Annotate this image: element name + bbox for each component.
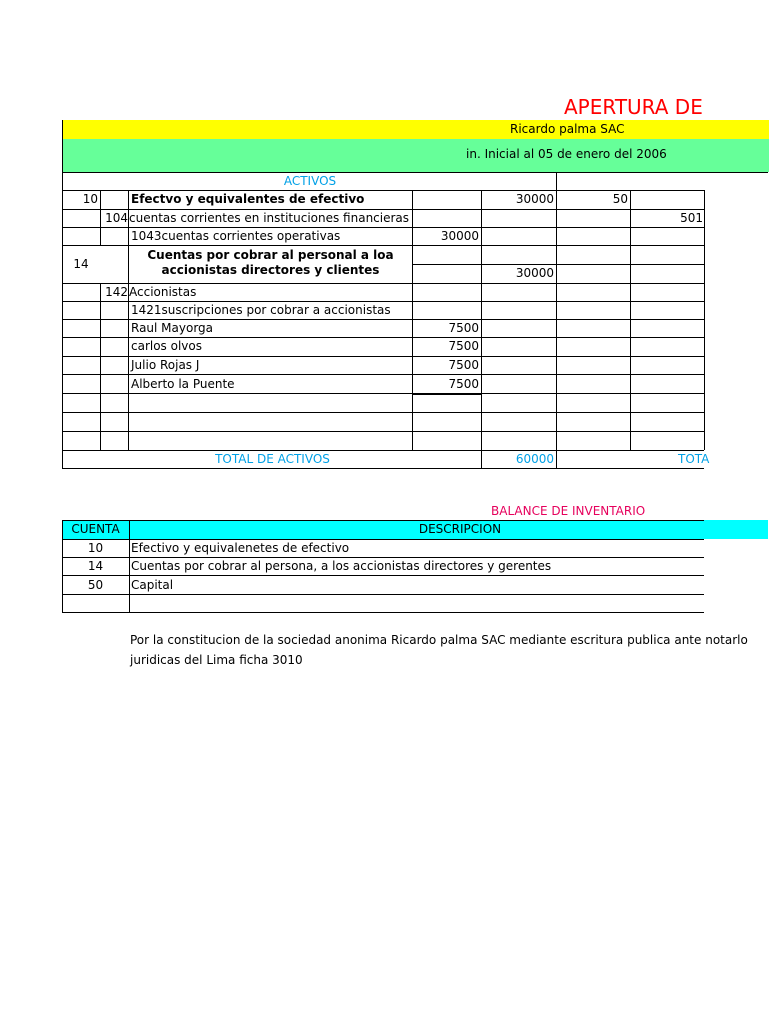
inventory-code[interactable]: 50 — [87, 578, 104, 592]
grid-line — [62, 172, 768, 173]
grid-line — [128, 190, 129, 450]
account-code[interactable]: 10 — [82, 192, 98, 206]
grid-line — [62, 450, 704, 451]
shareholder-name[interactable]: Raul Mayorga — [131, 321, 214, 335]
grid-line-thick — [412, 393, 481, 395]
grid-line — [62, 393, 704, 394]
total-clipped-label[interactable]: TOTA — [678, 452, 710, 466]
shareholder-name[interactable]: Alberto la Puente — [131, 377, 235, 391]
amount-cell[interactable]: 30000 — [440, 229, 479, 243]
total-assets-label[interactable]: TOTAL DE ACTIVOS — [215, 452, 330, 466]
inventory-description[interactable]: Efectivo y equivalenetes de efectivo — [131, 541, 350, 555]
account-description[interactable]: Accionistas — [129, 285, 197, 299]
account-description[interactable]: 1043cuentas corrientes operativas — [131, 229, 341, 243]
amount-cell[interactable]: 7500 — [448, 358, 479, 372]
grid-line — [556, 172, 557, 468]
grid-line — [62, 374, 704, 375]
account-description[interactable]: 1421suscripciones por cobrar a accionistas — [131, 303, 391, 317]
grid-line — [129, 520, 130, 613]
account-code[interactable]: 50 — [612, 192, 628, 206]
account-code[interactable]: 501 — [680, 211, 703, 225]
inventory-code[interactable]: 10 — [87, 541, 104, 555]
account-description[interactable]: Cuentas por cobrar al personal a loa accionistas directores y clientes — [147, 248, 394, 277]
account-code[interactable]: 14 — [73, 257, 89, 271]
grid-line — [704, 190, 705, 450]
grid-line — [62, 594, 704, 595]
column-header-cuenta[interactable]: CUENTA — [71, 522, 120, 536]
subaccount-code[interactable]: 142 — [105, 285, 128, 299]
grid-line — [412, 264, 704, 265]
grid-line — [630, 190, 631, 450]
period-label[interactable]: in. Inicial al 05 de enero del 2006 — [466, 147, 667, 161]
assets-header[interactable]: ACTIVOS — [283, 174, 337, 188]
sheet-title: APERTURA DE — [564, 95, 703, 119]
note-line-1[interactable]: Por la constitucion de la sociedad anonima Ricardo palma SAC mediante escritura publica ante notarlo — [130, 633, 748, 647]
account-description[interactable]: cuentas corrientes en instituciones financieras — [129, 211, 410, 225]
grid-line — [62, 120, 63, 469]
inventory-title[interactable]: BALANCE DE INVENTARIO — [491, 504, 646, 518]
grid-line — [62, 468, 704, 469]
grid-line — [100, 283, 101, 450]
inventory-description[interactable]: Cuentas por cobrar al persona, a los accionistas directores y gerentes — [131, 559, 552, 573]
note-line-2[interactable]: juridicas del Lima ficha 3010 — [130, 653, 303, 667]
subaccount-code[interactable]: 104 — [105, 211, 128, 225]
grid-line — [62, 431, 704, 432]
grid-line — [62, 245, 704, 246]
account-description[interactable]: Efectvo y equivalentes de efectivo — [131, 192, 365, 206]
company-band — [62, 120, 769, 139]
grid-line — [62, 412, 704, 413]
amount-cell[interactable]: 30000 — [515, 266, 554, 280]
inventory-code[interactable]: 14 — [87, 559, 104, 573]
grid-line — [62, 612, 704, 613]
grid-line — [62, 520, 704, 521]
amount-cell[interactable]: 7500 — [448, 321, 479, 335]
shareholder-name[interactable]: carlos olvos — [131, 339, 202, 353]
amount-cell[interactable]: 7500 — [448, 377, 479, 391]
grid-line — [481, 190, 482, 468]
column-header-descripcion[interactable]: DESCRIPCION — [418, 522, 502, 536]
amount-cell[interactable]: 30000 — [515, 192, 554, 206]
grid-line — [62, 575, 704, 576]
amount-cell[interactable]: 7500 — [448, 339, 479, 353]
company-name[interactable]: Ricardo palma SAC — [510, 122, 625, 136]
inventory-description[interactable]: Capital — [131, 578, 174, 592]
total-assets-value[interactable]: 60000 — [515, 452, 554, 466]
shareholder-name[interactable]: Julio Rojas J — [131, 358, 200, 372]
